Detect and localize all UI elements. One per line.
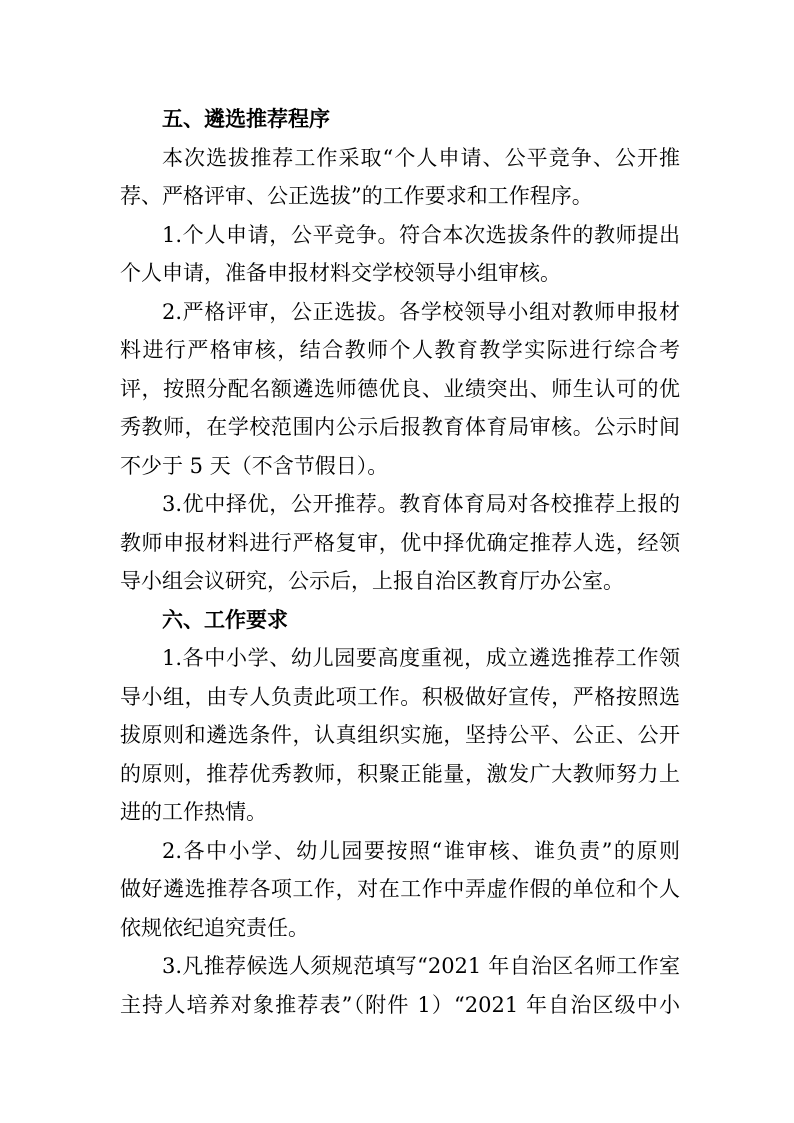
text-line: 料进行严格审核，结合教师个人教育教学实际进行综合考 <box>120 338 680 362</box>
text-line: 依规依纪追究责任。 <box>120 915 309 940</box>
text-line: 拔原则和遴选条件，认真组织实施，坚持公平、公正、公开 <box>120 723 680 747</box>
text-line: 导小组会议研究，公示后，上报自治区教育厅办公室。 <box>120 569 624 593</box>
text-line: 主持人培养对象推荐表”（附件 1）“2021 年自治区级中小 <box>120 992 680 1017</box>
text-line: 荐、严格评审、公正选拔”的工作要求和工作程序。 <box>120 184 593 208</box>
text-line: 2.各中小学、幼儿园要按照“谁审核、谁负责”的原则 <box>162 838 680 863</box>
text-line: 导小组，由专人负责此项工作。积极做好宣传，严格按照选 <box>120 684 680 709</box>
paragraph <box>120 832 680 948</box>
paragraph <box>120 293 680 486</box>
text-line: 3.凡推荐候选人须规范填写“2021 年自治区名师工作室 <box>162 954 680 978</box>
text-line: 本次选拔推荐工作采取“个人申请、公平竞争、公开推 <box>162 145 680 170</box>
text-line: 进的工作热情。 <box>120 800 267 824</box>
paragraph <box>120 485 680 601</box>
section-heading: 六、工作要求 <box>162 607 288 632</box>
text-line: 3.优中择优，公开推荐。教育体育局对各校推荐上报的 <box>162 492 680 516</box>
text-line: 做好遴选推荐各项工作，对在工作中弄虚作假的单位和个人 <box>120 877 680 901</box>
paragraph <box>120 639 680 832</box>
paragraph <box>120 216 680 293</box>
text-line: 2.严格评审，公正选拔。各学校领导小组对教师申报材 <box>162 299 680 324</box>
text-line: 教师申报材料进行严格复审，优中择优确定推荐人选，经领 <box>120 530 680 555</box>
text-line: 秀教师，在学校范围内公示后报教育体育局审核。公示时间 <box>120 415 680 439</box>
document-body <box>120 100 680 1024</box>
paragraph <box>120 947 680 1024</box>
text-line: 不少于 5 天（不含节假日）。 <box>120 453 389 478</box>
section-heading: 五、遴选推荐程序 <box>162 107 330 131</box>
text-line: 的原则，推荐优秀教师，积聚正能量，激发广大教师努力上 <box>120 761 680 786</box>
text-line: 1.各中小学、幼儿园要高度重视，成立遴选推荐工作领 <box>162 646 680 670</box>
paragraph <box>120 139 680 216</box>
text-line: 评，按照分配名额遴选师德优良、业绩突出、师生认可的优 <box>120 376 680 401</box>
text-line: 1.个人申请，公平竞争。符合本次选拔条件的教师提出 <box>162 222 680 247</box>
text-line: 个人申请，准备申报材料交学校领导小组审核。 <box>120 261 561 285</box>
